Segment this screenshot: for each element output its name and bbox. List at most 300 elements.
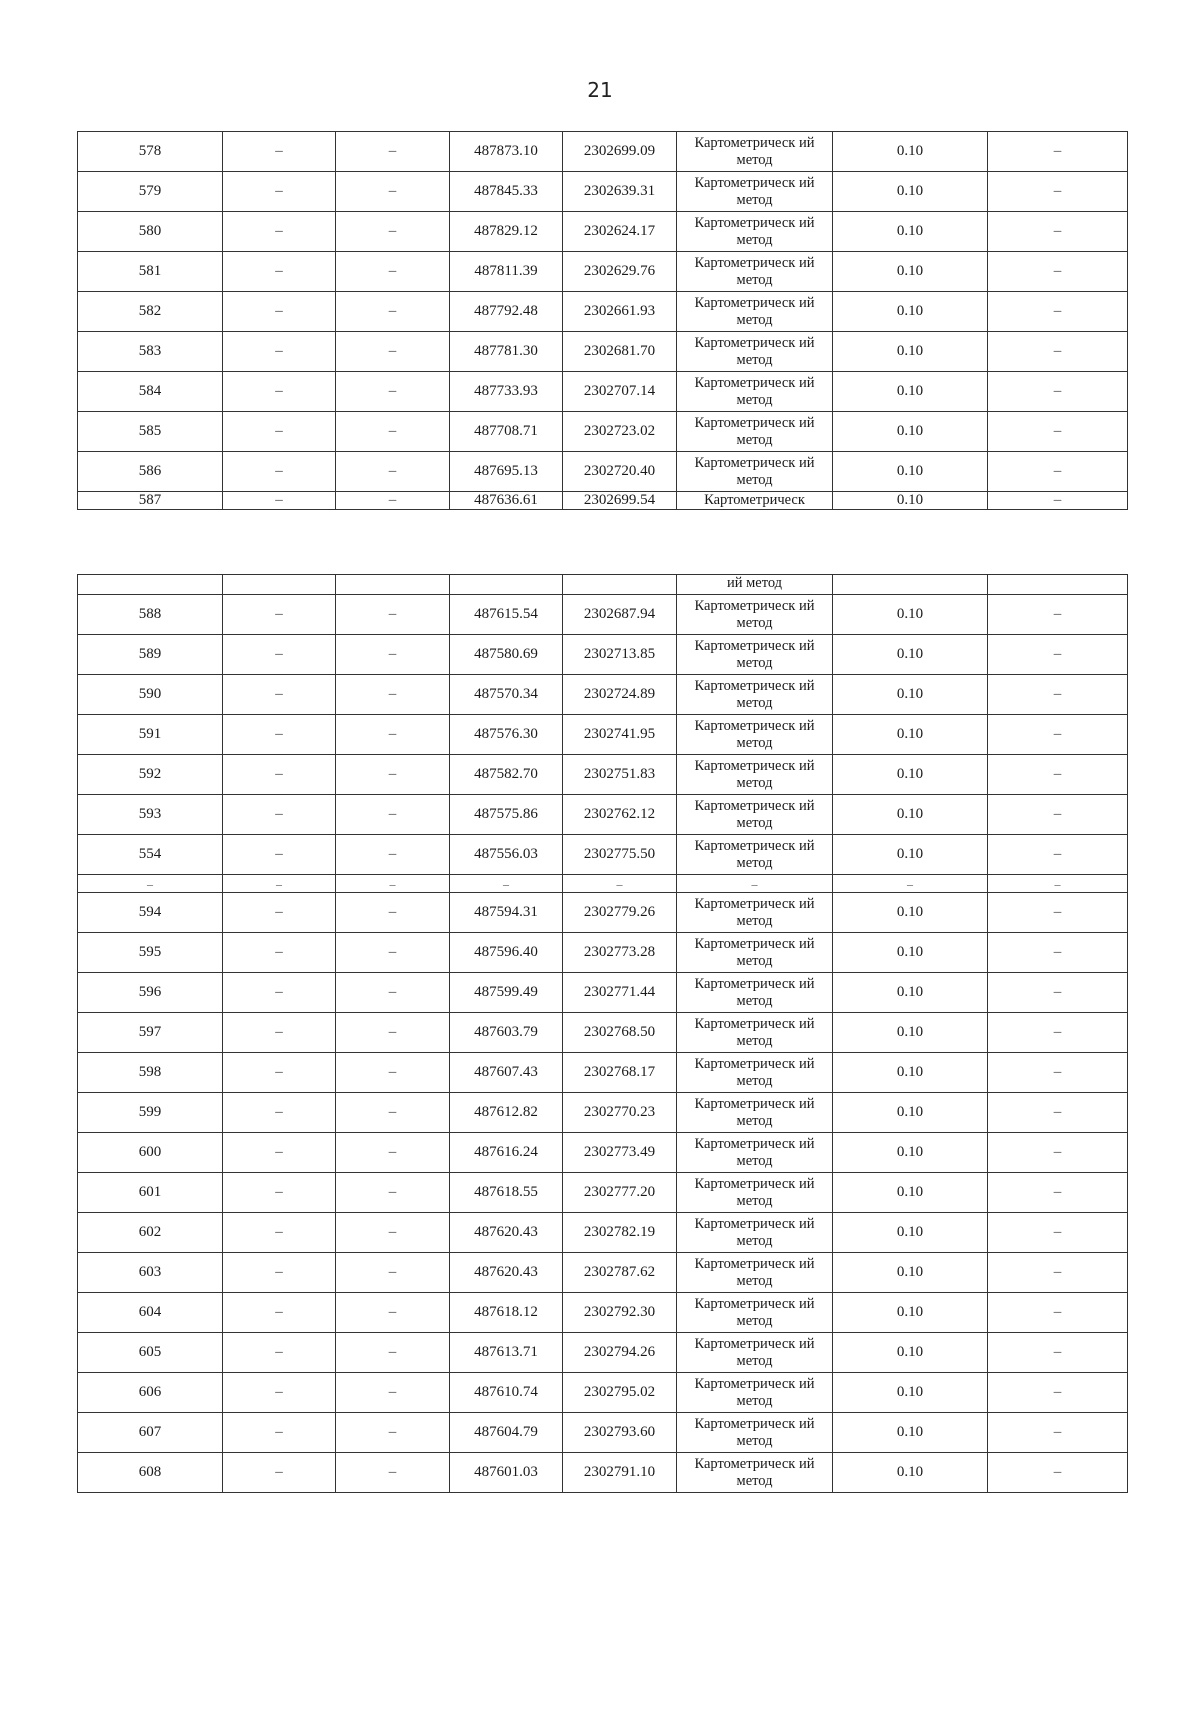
y-coordinate-cell: 2302794.26	[563, 1333, 677, 1373]
dash-cell: –	[988, 1373, 1128, 1413]
y-coordinate-cell: 2302723.02	[563, 412, 677, 452]
dash-cell: –	[988, 1133, 1128, 1173]
accuracy-cell: 0.10	[833, 973, 988, 1013]
method-cell: Картометрическ ий метод	[677, 1333, 833, 1373]
dash-cell: –	[988, 452, 1128, 492]
table-row	[78, 252, 1128, 292]
table-row	[78, 755, 1128, 795]
x-coordinate-cell: 487620.43	[450, 1253, 563, 1293]
point-number-cell: 603	[78, 1253, 223, 1293]
y-coordinate-cell: 2302768.50	[563, 1013, 677, 1053]
y-coordinate-cell: 2302720.40	[563, 452, 677, 492]
dash-cell: –	[336, 1293, 450, 1333]
dash-cell: –	[988, 1173, 1128, 1213]
accuracy-cell: 0.10	[833, 795, 988, 835]
accuracy-cell: 0.10	[833, 452, 988, 492]
y-coordinate-cell: 2302773.49	[563, 1133, 677, 1173]
method-cell: Картометрическ ий метод	[677, 372, 833, 412]
accuracy-cell: 0.10	[833, 1453, 988, 1493]
y-coordinate-cell: 2302791.10	[563, 1453, 677, 1493]
dash-cell: –	[988, 172, 1128, 212]
x-coordinate-cell: 487613.71	[450, 1333, 563, 1373]
x-coordinate-cell: 487845.33	[450, 172, 563, 212]
dash-cell: –	[223, 973, 336, 1013]
table-row	[78, 1133, 1128, 1173]
point-number-cell: 606	[78, 1373, 223, 1413]
accuracy-cell: 0.10	[833, 372, 988, 412]
dash-cell: –	[988, 675, 1128, 715]
dash-cell: –	[223, 132, 336, 172]
dash-cell: –	[223, 372, 336, 412]
dash-cell: –	[223, 1173, 336, 1213]
dash-cell: –	[988, 1333, 1128, 1373]
method-cell: Картометрическ ий метод	[677, 675, 833, 715]
point-number-cell: 591	[78, 715, 223, 755]
point-number-cell: 596	[78, 973, 223, 1013]
accuracy-cell: 0.10	[833, 835, 988, 875]
table-row	[78, 492, 1128, 510]
accuracy-cell: 0.10	[833, 1253, 988, 1293]
y-coordinate-cell: 2302768.17	[563, 1053, 677, 1093]
x-coordinate-cell: 487620.43	[450, 1213, 563, 1253]
accuracy-cell: 0.10	[833, 715, 988, 755]
point-number-cell: 589	[78, 635, 223, 675]
dash-cell: –	[336, 492, 450, 510]
coordinates-table-part-1	[77, 131, 1128, 510]
dash-cell: –	[336, 973, 450, 1013]
dash-cell: –	[336, 1053, 450, 1093]
point-number-cell: 583	[78, 332, 223, 372]
x-coordinate-cell: 487575.86	[450, 795, 563, 835]
method-cell: Картометрическ ий метод	[677, 1053, 833, 1093]
y-coordinate-cell: 2302771.44	[563, 973, 677, 1013]
method-cell: Картометрическ ий метод	[677, 1133, 833, 1173]
table-row	[78, 1093, 1128, 1133]
dash-cell: –	[336, 212, 450, 252]
dash-cell: –	[336, 292, 450, 332]
x-coordinate-cell: 487615.54	[450, 595, 563, 635]
dash-cell: –	[988, 795, 1128, 835]
table-row	[78, 1013, 1128, 1053]
accuracy-cell: 0.10	[833, 933, 988, 973]
point-number-cell: 581	[78, 252, 223, 292]
method-cell: Картометрическ ий метод	[677, 795, 833, 835]
y-coordinate-cell: 2302681.70	[563, 332, 677, 372]
x-coordinate-cell: 487570.34	[450, 675, 563, 715]
dash-cell: –	[336, 933, 450, 973]
y-coordinate-cell: 2302751.83	[563, 755, 677, 795]
dash-cell: –	[223, 452, 336, 492]
separator-dash-cell: –	[78, 875, 223, 893]
accuracy-cell: 0.10	[833, 1373, 988, 1413]
accuracy-cell: 0.10	[833, 675, 988, 715]
x-coordinate-cell: 487618.55	[450, 1173, 563, 1213]
dash-cell: –	[223, 1093, 336, 1133]
accuracy-cell: 0.10	[833, 212, 988, 252]
dash-cell: –	[223, 1133, 336, 1173]
method-cell: Картометрическ ий метод	[677, 1293, 833, 1333]
dash-cell: –	[223, 755, 336, 795]
separator-dash-cell: –	[988, 875, 1128, 893]
point-number-cell: 599	[78, 1093, 223, 1133]
table-row	[78, 332, 1128, 372]
continued-row	[78, 575, 1128, 595]
point-number-cell: 607	[78, 1413, 223, 1453]
accuracy-cell: 0.10	[833, 172, 988, 212]
x-coordinate-cell: 487618.12	[450, 1293, 563, 1333]
separator-dash-cell: –	[223, 875, 336, 893]
dash-cell: –	[988, 372, 1128, 412]
point-number-cell: 602	[78, 1213, 223, 1253]
dash-cell: –	[223, 1053, 336, 1093]
table-row	[78, 1413, 1128, 1453]
dash-cell: –	[988, 132, 1128, 172]
method-cell: Картометрическ ий метод	[677, 452, 833, 492]
dash-cell: –	[988, 1093, 1128, 1133]
dash-cell: –	[988, 595, 1128, 635]
point-number-cell: 579	[78, 172, 223, 212]
point-number-cell: 584	[78, 372, 223, 412]
table-row	[78, 795, 1128, 835]
accuracy-cell: 0.10	[833, 132, 988, 172]
y-coordinate-cell: 2302713.85	[563, 635, 677, 675]
method-cell: Картометрическ ий метод	[677, 1253, 833, 1293]
dash-cell: –	[223, 1013, 336, 1053]
accuracy-cell: 0.10	[833, 1013, 988, 1053]
point-number-cell: 585	[78, 412, 223, 452]
dash-cell: –	[223, 1293, 336, 1333]
y-coordinate-cell: 2302707.14	[563, 372, 677, 412]
point-number-cell: 590	[78, 675, 223, 715]
dash-cell: –	[988, 252, 1128, 292]
dash-cell: –	[223, 332, 336, 372]
accuracy-cell: 0.10	[833, 252, 988, 292]
y-coordinate-cell: 2302639.31	[563, 172, 677, 212]
dash-cell: –	[988, 1213, 1128, 1253]
dash-cell: –	[336, 1133, 450, 1173]
dash-cell: –	[336, 372, 450, 412]
table-row	[78, 835, 1128, 875]
x-coordinate-cell: 487576.30	[450, 715, 563, 755]
point-number-cell: 601	[78, 1173, 223, 1213]
method-cell: Картометрическ ий метод	[677, 715, 833, 755]
dash-cell: –	[336, 675, 450, 715]
coordinates-table-part-2	[77, 574, 1128, 1493]
dash-cell: –	[336, 1413, 450, 1453]
point-number-cell: 554	[78, 835, 223, 875]
x-coordinate-cell: 487603.79	[450, 1013, 563, 1053]
point-number-cell: 593	[78, 795, 223, 835]
x-coordinate-cell: 487556.03	[450, 835, 563, 875]
y-coordinate-cell: 2302779.26	[563, 893, 677, 933]
point-number-cell: 587	[78, 492, 223, 510]
dash-cell: –	[336, 1333, 450, 1373]
method-cell: Картометрическ ий метод	[677, 1173, 833, 1213]
y-coordinate-cell: 2302661.93	[563, 292, 677, 332]
dash-cell: –	[988, 1413, 1128, 1453]
table-row	[78, 595, 1128, 635]
dash-cell: –	[988, 332, 1128, 372]
accuracy-cell: 0.10	[833, 1413, 988, 1453]
dash-cell: –	[223, 893, 336, 933]
y-coordinate-cell: 2302724.89	[563, 675, 677, 715]
accuracy-cell: 0.10	[833, 1053, 988, 1093]
dash-cell: –	[336, 1013, 450, 1053]
x-coordinate-cell: 487708.71	[450, 412, 563, 452]
dash-cell: –	[223, 252, 336, 292]
x-coordinate-cell: 487829.12	[450, 212, 563, 252]
table-row	[78, 1453, 1128, 1493]
x-coordinate-cell: 487695.13	[450, 452, 563, 492]
method-cell: Картометрическ ий метод	[677, 412, 833, 452]
accuracy-cell: 0.10	[833, 1173, 988, 1213]
point-number-cell: 597	[78, 1013, 223, 1053]
table-row	[78, 212, 1128, 252]
empty-cell	[450, 575, 563, 595]
table-row	[78, 973, 1128, 1013]
method-cell: Картометрическ ий метод	[677, 973, 833, 1013]
y-coordinate-cell: 2302687.94	[563, 595, 677, 635]
y-coordinate-cell: 2302777.20	[563, 1173, 677, 1213]
table-row	[78, 933, 1128, 973]
x-coordinate-cell: 487781.30	[450, 332, 563, 372]
dash-cell: –	[223, 595, 336, 635]
method-cell: Картометрическ ий метод	[677, 1453, 833, 1493]
dash-cell: –	[223, 212, 336, 252]
y-coordinate-cell: 2302775.50	[563, 835, 677, 875]
method-cell: Картометрическ ий метод	[677, 1213, 833, 1253]
separator-dash-cell: –	[563, 875, 677, 893]
x-coordinate-cell: 487733.93	[450, 372, 563, 412]
empty-cell	[563, 575, 677, 595]
empty-cell	[223, 575, 336, 595]
dash-cell: –	[336, 1093, 450, 1133]
x-coordinate-cell: 487582.70	[450, 755, 563, 795]
table-row	[78, 172, 1128, 212]
point-number-cell: 586	[78, 452, 223, 492]
dash-cell: –	[336, 1173, 450, 1213]
dash-cell: –	[223, 675, 336, 715]
x-coordinate-cell: 487599.49	[450, 973, 563, 1013]
point-number-cell: 600	[78, 1133, 223, 1173]
table-row	[78, 893, 1128, 933]
method-cell: Картометрическ ий метод	[677, 132, 833, 172]
dash-cell: –	[988, 835, 1128, 875]
y-coordinate-cell: 2302787.62	[563, 1253, 677, 1293]
dash-cell: –	[336, 132, 450, 172]
x-coordinate-cell: 487612.82	[450, 1093, 563, 1133]
dash-cell: –	[988, 715, 1128, 755]
x-coordinate-cell: 487616.24	[450, 1133, 563, 1173]
method-cell: Картометрическ ий метод	[677, 1373, 833, 1413]
dash-cell: –	[988, 1053, 1128, 1093]
x-coordinate-cell: 487811.39	[450, 252, 563, 292]
method-cell: Картометрическ ий метод	[677, 172, 833, 212]
table-row	[78, 1173, 1128, 1213]
table-row	[78, 1213, 1128, 1253]
dash-cell: –	[988, 212, 1128, 252]
accuracy-cell: 0.10	[833, 1293, 988, 1333]
method-cell: Картометрическ ий метод	[677, 595, 833, 635]
dash-cell: –	[223, 492, 336, 510]
method-cell: Картометрическ	[677, 492, 833, 510]
point-number-cell: 598	[78, 1053, 223, 1093]
x-coordinate-cell: 487580.69	[450, 635, 563, 675]
accuracy-cell: 0.10	[833, 332, 988, 372]
method-cell: Картометрическ ий метод	[677, 1413, 833, 1453]
point-number-cell: 605	[78, 1333, 223, 1373]
table-row	[78, 1253, 1128, 1293]
empty-cell	[78, 575, 223, 595]
method-cell: Картометрическ ий метод	[677, 212, 833, 252]
x-coordinate-cell: 487792.48	[450, 292, 563, 332]
method-cell: Картометрическ ий метод	[677, 1093, 833, 1133]
table-row	[78, 1053, 1128, 1093]
dash-cell: –	[988, 412, 1128, 452]
x-coordinate-cell: 487604.79	[450, 1413, 563, 1453]
table-row	[78, 452, 1128, 492]
accuracy-cell: 0.10	[833, 412, 988, 452]
table-row	[78, 372, 1128, 412]
dash-cell: –	[223, 1253, 336, 1293]
x-coordinate-cell: 487596.40	[450, 933, 563, 973]
method-cell: Картометрическ ий метод	[677, 893, 833, 933]
point-number-cell: 604	[78, 1293, 223, 1333]
method-cell: Картометрическ ий метод	[677, 292, 833, 332]
y-coordinate-cell: 2302773.28	[563, 933, 677, 973]
dash-cell: –	[336, 252, 450, 292]
table-row	[78, 1293, 1128, 1333]
table-row	[78, 412, 1128, 452]
table-row	[78, 635, 1128, 675]
dash-cell: –	[223, 1453, 336, 1493]
dash-cell: –	[223, 835, 336, 875]
dash-cell: –	[223, 172, 336, 212]
separator-dash-cell: –	[833, 875, 988, 893]
method-cell: Картометрическ ий метод	[677, 933, 833, 973]
dash-cell: –	[223, 933, 336, 973]
dash-cell: –	[988, 1253, 1128, 1293]
empty-cell	[336, 575, 450, 595]
table-row	[78, 292, 1128, 332]
dash-cell: –	[988, 755, 1128, 795]
dash-cell: –	[988, 1013, 1128, 1053]
dash-cell: –	[988, 1453, 1128, 1493]
point-number-cell: 582	[78, 292, 223, 332]
dash-cell: –	[223, 715, 336, 755]
dash-cell: –	[988, 635, 1128, 675]
table-row	[78, 715, 1128, 755]
accuracy-cell: 0.10	[833, 1333, 988, 1373]
table-row	[78, 132, 1128, 172]
point-number-cell: 594	[78, 893, 223, 933]
y-coordinate-cell: 2302629.76	[563, 252, 677, 292]
separator-row	[78, 875, 1128, 893]
y-coordinate-cell: 2302699.09	[563, 132, 677, 172]
accuracy-cell: 0.10	[833, 635, 988, 675]
dash-cell: –	[336, 1213, 450, 1253]
accuracy-cell: 0.10	[833, 492, 988, 510]
separator-dash-cell: –	[450, 875, 563, 893]
accuracy-cell: 0.10	[833, 292, 988, 332]
method-cell: Картометрическ ий метод	[677, 332, 833, 372]
dash-cell: –	[336, 332, 450, 372]
x-coordinate-cell: 487601.03	[450, 1453, 563, 1493]
dash-cell: –	[223, 635, 336, 675]
dash-cell: –	[336, 452, 450, 492]
separator-dash-cell: –	[677, 875, 833, 893]
accuracy-cell: 0.10	[833, 1213, 988, 1253]
empty-cell	[833, 575, 988, 595]
table-row	[78, 1373, 1128, 1413]
dash-cell: –	[223, 1333, 336, 1373]
dash-cell: –	[223, 795, 336, 835]
x-coordinate-cell: 487636.61	[450, 492, 563, 510]
dash-cell: –	[988, 933, 1128, 973]
point-number-cell: 578	[78, 132, 223, 172]
x-coordinate-cell: 487594.31	[450, 893, 563, 933]
dash-cell: –	[223, 1413, 336, 1453]
dash-cell: –	[223, 292, 336, 332]
dash-cell: –	[336, 172, 450, 212]
accuracy-cell: 0.10	[833, 595, 988, 635]
point-number-cell: 608	[78, 1453, 223, 1493]
method-cell: Картометрическ ий метод	[677, 835, 833, 875]
y-coordinate-cell: 2302782.19	[563, 1213, 677, 1253]
accuracy-cell: 0.10	[833, 1133, 988, 1173]
dash-cell: –	[988, 1293, 1128, 1333]
y-coordinate-cell: 2302793.60	[563, 1413, 677, 1453]
dash-cell: –	[336, 795, 450, 835]
method-cell: Картометрическ ий метод	[677, 755, 833, 795]
dash-cell: –	[336, 595, 450, 635]
dash-cell: –	[336, 835, 450, 875]
accuracy-cell: 0.10	[833, 893, 988, 933]
table-row	[78, 1333, 1128, 1373]
dash-cell: –	[988, 893, 1128, 933]
dash-cell: –	[223, 1213, 336, 1253]
dash-cell: –	[223, 1373, 336, 1413]
x-coordinate-cell: 487607.43	[450, 1053, 563, 1093]
dash-cell: –	[336, 1373, 450, 1413]
y-coordinate-cell: 2302770.23	[563, 1093, 677, 1133]
dash-cell: –	[336, 412, 450, 452]
point-number-cell: 588	[78, 595, 223, 635]
dash-cell: –	[336, 715, 450, 755]
dash-cell: –	[223, 412, 336, 452]
separator-dash-cell: –	[336, 875, 450, 893]
table-row	[78, 675, 1128, 715]
dash-cell: –	[336, 755, 450, 795]
dash-cell: –	[988, 973, 1128, 1013]
accuracy-cell: 0.10	[833, 1093, 988, 1133]
x-coordinate-cell: 487610.74	[450, 1373, 563, 1413]
dash-cell: –	[336, 635, 450, 675]
point-number-cell: 592	[78, 755, 223, 795]
empty-cell	[988, 575, 1128, 595]
point-number-cell: 595	[78, 933, 223, 973]
y-coordinate-cell: 2302741.95	[563, 715, 677, 755]
y-coordinate-cell: 2302762.12	[563, 795, 677, 835]
y-coordinate-cell: 2302699.54	[563, 492, 677, 510]
point-number-cell: 580	[78, 212, 223, 252]
y-coordinate-cell: 2302624.17	[563, 212, 677, 252]
page-number: 21	[587, 78, 613, 102]
method-cell: Картометрическ ий метод	[677, 1013, 833, 1053]
dash-cell: –	[988, 292, 1128, 332]
dash-cell: –	[336, 893, 450, 933]
y-coordinate-cell: 2302792.30	[563, 1293, 677, 1333]
